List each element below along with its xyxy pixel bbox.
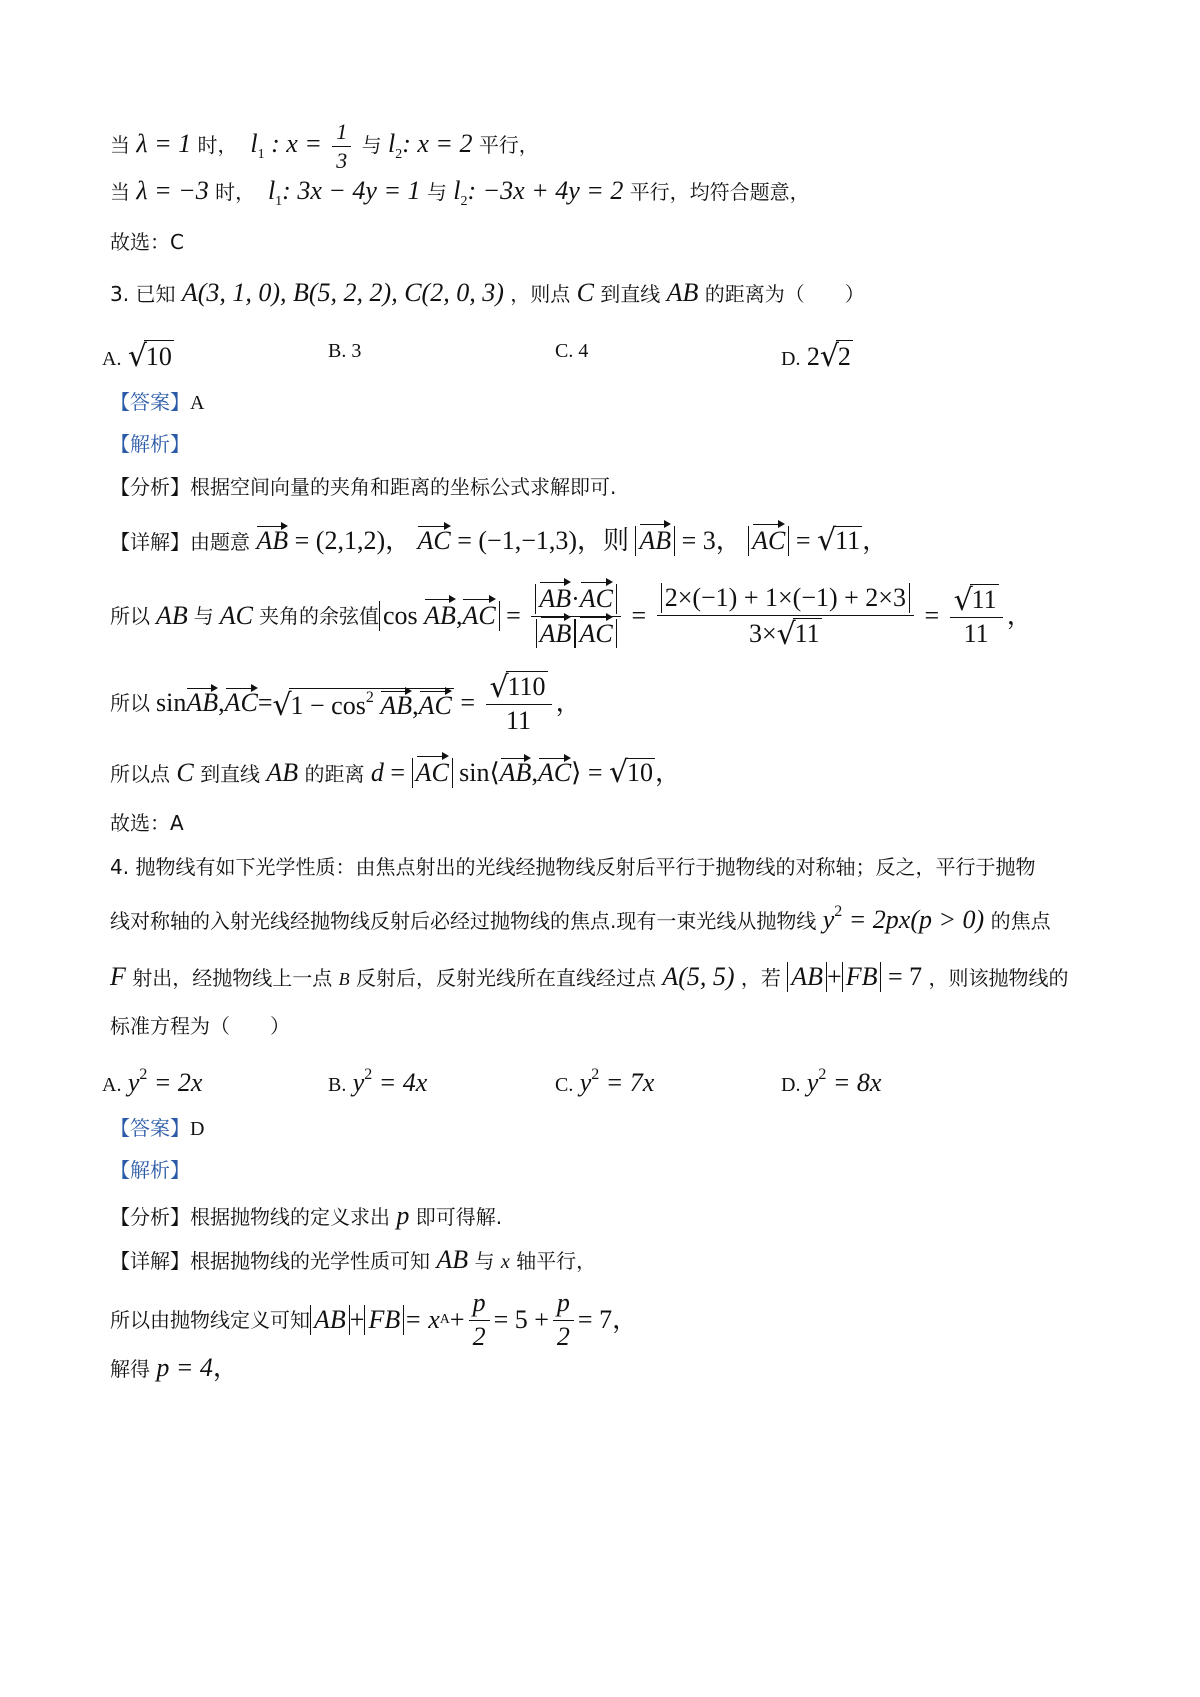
- math: = (2,1,2)，: [288, 526, 412, 555]
- text: 当: [110, 180, 130, 204]
- text: 所以点: [110, 762, 170, 786]
- vector: AC: [417, 526, 451, 555]
- abs: AB: [635, 526, 675, 556]
- math: = (−1,−1,3)，则: [450, 526, 630, 555]
- answer-label: 【答案】: [110, 390, 190, 414]
- sqrt: √ $1 - \cos^2 AB,AC$: [272, 687, 452, 723]
- definition-line: 所以由抛物线定义可知 AB + FB = x A + $\frac{p}{2}$ = 5 + $\frac{p}{2}$ = 7 ，: [110, 1287, 639, 1351]
- detail-line: 【详解】根据抛物线的光学性质可知 AB 与 x 轴平行，: [110, 1245, 597, 1274]
- math: : −3x + 4y = 2: [467, 176, 624, 205]
- option-b: B. 3: [328, 340, 362, 362]
- sin-line: 所以 sin AB , AC = √ $1 - \cos^2 AB,AC$ = √ 110 11 ，: [110, 669, 582, 735]
- sqrt: √ 2: [819, 339, 851, 374]
- analysis-line: 【分析】根据抛物线的定义求出 p 即可得解.: [110, 1201, 503, 1230]
- math: $l_2$: [453, 176, 468, 209]
- label: 【详解】: [110, 530, 190, 554]
- question-4-line4: 标准方程为（ ）: [110, 1014, 290, 1038]
- option-d: D. 2 √ 2: [781, 339, 851, 374]
- vector: AB: [256, 526, 289, 555]
- math: $l_2$: [387, 129, 403, 163]
- analysis-line: [110, 477, 616, 497]
- text: 由题意: [190, 530, 250, 554]
- label: 【分析】: [110, 475, 190, 499]
- text: 3. 已知: [110, 282, 176, 306]
- text: 夹角的余弦值: [259, 604, 379, 628]
- math: C: [576, 278, 594, 307]
- sqrt: √ 10: [127, 339, 172, 374]
- math: λ = 1: [136, 129, 192, 159]
- math: x =: [286, 129, 322, 159]
- question-3-stem: [110, 280, 865, 306]
- text: 与: [193, 604, 214, 628]
- sqrt: √ 11: [817, 523, 861, 558]
- math: $l_1$ :: [243, 129, 287, 163]
- option-b: B. $y^2 = 4x$: [328, 1066, 428, 1097]
- text-line: [110, 178, 810, 209]
- fraction: √ 110 11: [486, 671, 552, 735]
- abs: AC: [748, 526, 789, 556]
- text-line: 故选：C: [110, 230, 184, 254]
- text: 到直线: [600, 282, 661, 306]
- fraction: $\frac{AB\cdot AC}{\text{AB AC}}$: [531, 584, 621, 649]
- text: 当: [110, 133, 130, 158]
- text: 时，: [197, 133, 238, 158]
- text: 与: [426, 180, 447, 204]
- math: : 3x − 4y = 1: [282, 176, 421, 205]
- option-a: A. √ 10: [102, 339, 172, 374]
- option-a: A. $y^2 = 2x$: [102, 1066, 203, 1097]
- detail-line: 【详解】由题意 AB = (2,1,2)， AC = (−1,−1,3)，则 AB = 3， AC = √ 11，: [110, 523, 889, 558]
- math: : x = 2: [402, 129, 473, 159]
- text: 所以: [110, 604, 150, 628]
- question-4-line3: F 射出，经抛物线上一点 B 反射后，反射光线所在直线经过点 A(5, 5) ，若 AB + FB = 7 ，则该抛物线的: [110, 962, 1069, 991]
- text-line: 故选：A: [110, 811, 184, 835]
- option-c: C. $y^2 = 7x$: [555, 1066, 655, 1097]
- math: = 3，: [675, 526, 742, 555]
- text-line: [110, 120, 539, 173]
- question-4-line2: 线对称轴的入射光线经抛物线反射后必经过抛物线的焦点.现有一束光线从抛物线 $y^2 = 2px(p > 0)$ 的焦点: [110, 903, 1051, 934]
- solve-line: 解得 p = 4，: [110, 1353, 239, 1382]
- option-c: C. 4: [555, 340, 589, 362]
- answer-line: [110, 392, 204, 413]
- cos-line: 所以 AB 与 AC 夹角的余弦值 cos AB,AC = $\frac{AB\cdot AC}{\text{AB AC}}$ = 2×(−1) + 1×(−1) + 2×3 3× √ 11 = √ 11 11 ，: [110, 582, 1033, 652]
- math: $l_1$: [261, 176, 283, 209]
- text: 时，: [215, 180, 256, 204]
- math: λ = −3: [136, 176, 209, 205]
- abs: cos AB,AC: [379, 601, 500, 631]
- fraction: $\frac{1}{3}$: [332, 120, 351, 173]
- text: ，则点: [510, 282, 571, 306]
- option-d: D. $y^2 = 8x$: [781, 1066, 882, 1097]
- distance-line: 所以点 C 到直线 AB 的距离 d = AC sin⟨AB,AC⟩ = √ 10，: [110, 755, 681, 790]
- math: AB: [156, 601, 188, 630]
- text: 平行，: [478, 133, 539, 158]
- answer-value: A: [190, 392, 205, 414]
- analysis-label: 【解析】: [110, 1158, 190, 1182]
- fraction: √ 11 11: [950, 584, 1003, 648]
- text: 的距离为（ ）: [704, 282, 865, 306]
- math: AB: [666, 278, 699, 307]
- analysis-label: 【解析】: [110, 432, 190, 456]
- fraction: 2×(−1) + 1×(−1) + 2×3 3× √ 11: [657, 583, 914, 648]
- text: 所以: [110, 691, 150, 715]
- answer-line: 【答案】D: [110, 1116, 205, 1140]
- math: A(3, 1, 0), B(5, 2, 2), C(2, 0, 3): [181, 278, 504, 307]
- question-4-line1: 4. 抛物线有如下光学性质：由焦点射出的光线经抛物线反射后平行于抛物线的对称轴；反之，平行于抛物: [110, 855, 1036, 879]
- text: 根据空间向量的夹角和距离的坐标公式求解即可.: [190, 475, 617, 499]
- text: 与: [361, 133, 382, 158]
- math: AC: [219, 601, 253, 630]
- text: 平行，均符合题意，: [629, 180, 810, 204]
